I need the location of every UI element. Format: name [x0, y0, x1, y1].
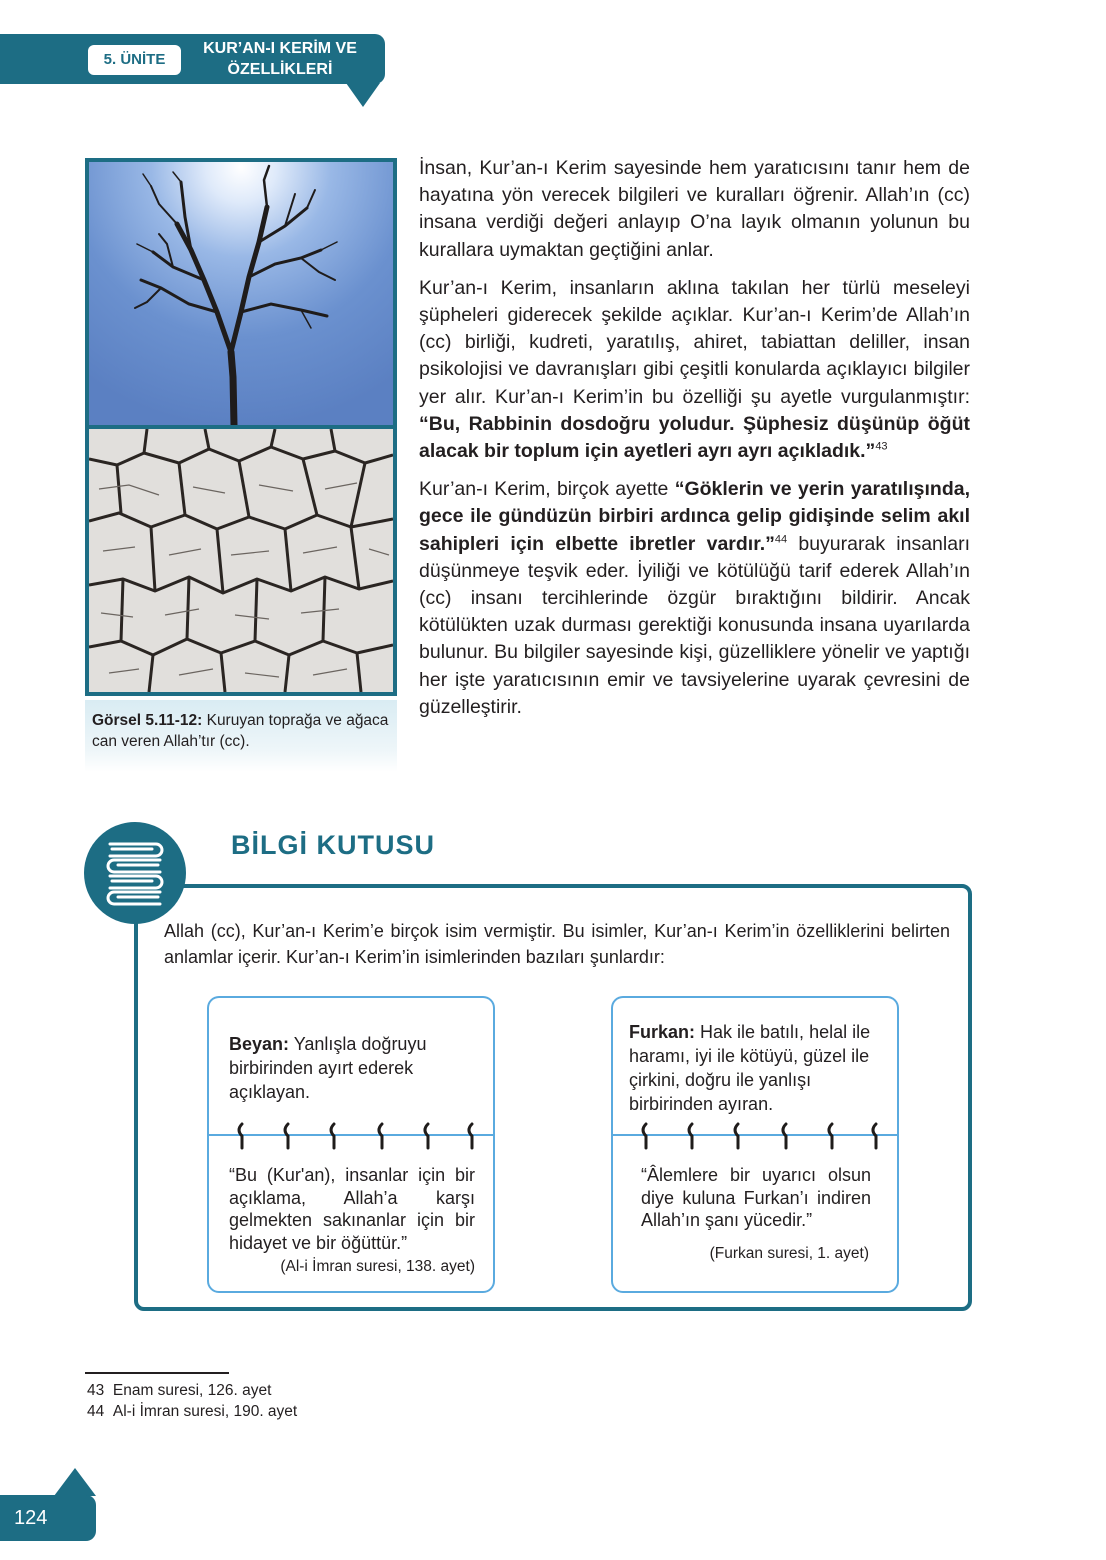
spiral-binding-furkan — [634, 1120, 894, 1152]
footnote-ref-43[interactable]: 43 — [875, 440, 888, 453]
verse-quote-2: “Göklerin ve yerin yaratılışında, gece ile gündüzün birbiri ardınca gelip gidişinde selim akıl sahipleri için elbette ibretler vardır.” — [419, 478, 970, 555]
note-furkan-source: (Furkan suresi, 1. ayet) — [709, 1245, 869, 1262]
unit-label: 5. ÜNİTE — [88, 45, 181, 75]
page-tab-pointer — [54, 1468, 96, 1496]
dry-tree-photo — [89, 162, 393, 425]
footnote-text: Al-i İmran suresi, 190. ayet — [112, 1403, 298, 1420]
info-box-intro: Allah (cc), Kur’an-ı Kerim’e birçok isim vermiştir. Bu isimler, Kur’an-ı Kerim’in özelliklerini belirten anlamlar içerir. Kur’an-ı Kerim’in isimlerinden bazıları şunlardır: — [164, 921, 950, 967]
footnote-43 — [87, 1381, 271, 1401]
verse-quote-1: “Bu, Rabbinin dosdoğru yoludur. Şüphesiz düşünüp öğüt alacak bir toplum için ayetleri ayrı ayrı açıkladık.” — [419, 412, 970, 463]
note-furkan-term: Furkan: — [629, 1022, 696, 1042]
footnote-rule — [85, 1372, 229, 1374]
caption-label: Görsel 5.11-12: — [92, 712, 203, 729]
paragraph-3-text-b: buyurarak insanları düşünmeye teşvik eder. İyiliği ve kötülüğü tarif ederek Allah’ın (cc) insanı tercihlerinde özgür bıraktığını bildirir. Ancak kötülükten uzak durması gerektiği konusunda insana uyarılarda bulunur. Bu bilgiler sayesinde kişi, güzelliklere yönelir ve yaptığı her işte yaratıcısının emir ve tavsiyelerine uyarak çevresini de güzelleştirir. — [419, 532, 970, 718]
note-beyan-source: (Al-i İmran suresi, 138. ayet) — [280, 1258, 475, 1275]
body-text — [419, 155, 970, 732]
note-furkan-definition-text: Hak ile batılı, helal ile haramı, iyi ile kötüyü, güzel ile çirkini, doğru ile yanlışı birbirinden ayıran. — [629, 1022, 871, 1114]
note-beyan-term: Beyan: — [229, 1034, 290, 1054]
paragraph-3-text-a: Kur’an-ı Kerim, birçok ayette — [419, 478, 675, 501]
note-beyan-definition — [229, 1032, 479, 1104]
paragraph-2-text: Kur’an-ı Kerim, insanların aklına takılan her türlü meseleyi şüpheleri giderecek şekilde açıklar. Kur’an-ı Kerim’de Allah’ın (cc) birliği, kudreti, yaratılış, ahiret, tabiattan deliller, insan psikolojisi ve davranışları gibi çeşitli konularda açıklayıcı bilgiler yer alır. Kur’an-ı Kerim’in bu özelliği şu ayetle vurgulanmıştır: — [419, 276, 970, 408]
cracked-soil-photo — [89, 429, 393, 692]
info-box-title: BİLGİ KUTUSU — [231, 830, 435, 860]
unit-title-line2: ÖZELLİKLERİ — [227, 61, 333, 78]
footnote-number: 44 — [87, 1403, 105, 1420]
unit-title — [188, 38, 372, 80]
footnote-ref-44[interactable]: 44 — [774, 533, 788, 546]
footnote-text: Enam suresi, 126. ayet — [112, 1382, 272, 1399]
figure-caption — [92, 710, 392, 752]
info-box-badge — [84, 822, 186, 924]
page-number: 124 — [14, 1507, 48, 1529]
note-beyan-quote: “Bu (Kur'an), insanlar için bir açıklama, Allah’a karşı gelmekten sakınanlar için bir hidayet ve bir öğüttür.” — [229, 1165, 475, 1253]
caption-text: Kuruyan toprağa ve ağaca can veren Allah’tır (cc). — [92, 712, 389, 750]
book-stack-icon — [84, 822, 186, 924]
unit-header-pointer — [346, 83, 380, 107]
cracked-earth-illustration — [89, 429, 393, 692]
bare-tree-illustration — [89, 162, 393, 425]
footnote-number: 43 — [87, 1382, 105, 1399]
paragraph-3 — [419, 476, 970, 721]
note-furkan-quote: “Âlemlere bir uyarıcı olsun diye kuluna Furkan’ı indiren Allah’ın şanı yücedir.” — [641, 1165, 871, 1230]
paragraph-1: İnsan, Kur’an-ı Kerim sayesinde hem yaratıcısını tanır hem de hayatına yön verecek bilgileri ve kuralları öğrenir. Allah’ın (cc) insana verdiği değeri anlayıp O’na layık olmanın yolunun bu kurallara uymaktan geçtiğini anlar. — [419, 157, 970, 261]
unit-title-line1: KUR’AN-I KERİM VE — [203, 40, 357, 57]
note-furkan-definition — [629, 1020, 887, 1116]
note-beyan-definition-text: Yanlışla doğruyu birbirinden ayırt ederek açıklayan. — [229, 1034, 427, 1102]
spiral-binding-beyan — [230, 1120, 490, 1152]
paragraph-2 — [419, 275, 970, 465]
footnote-44 — [87, 1402, 297, 1422]
